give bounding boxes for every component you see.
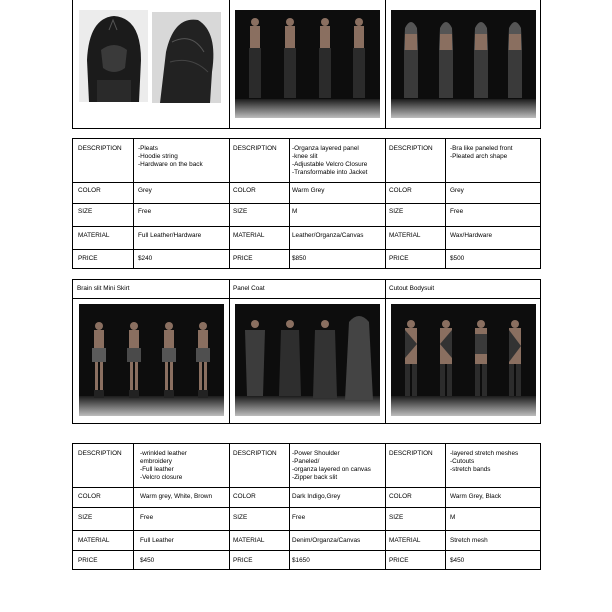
color-label: COLOR <box>389 493 412 500</box>
material-value: Leather/Organza/Canvas <box>292 232 364 239</box>
price-value: $500 <box>450 255 465 262</box>
size-label: SIZE <box>389 208 404 215</box>
size-label: SIZE <box>233 208 248 215</box>
size-value: M <box>292 208 298 215</box>
size-value: Free <box>138 208 152 215</box>
panel-coat-photo <box>235 304 380 416</box>
description-value: -Pleats -Hoodie string -Hardware on the back <box>138 145 203 168</box>
material-value: Denim/Organza/Canvas <box>292 537 361 544</box>
price-value: $450 <box>450 557 465 564</box>
price-value: $450 <box>140 557 155 564</box>
color-label: COLOR <box>78 187 101 194</box>
description-value: -wrinkled leather embroidery -Full leather -Velcro closure <box>140 450 187 481</box>
price-value: $850 <box>292 255 307 262</box>
color-value: Warm grey, White, Brown <box>140 493 213 500</box>
size-value: Free <box>292 514 306 521</box>
size-label: SIZE <box>78 208 93 215</box>
material-label: MATERIAL <box>389 537 421 544</box>
color-value: Grey <box>450 187 464 194</box>
organza-layered-panel-photo <box>235 10 380 118</box>
color-label: COLOR <box>233 493 256 500</box>
color-value: Grey <box>138 187 152 194</box>
price-label: PRICE <box>78 255 98 262</box>
material-label: MATERIAL <box>233 232 265 239</box>
hooded-leather-piece-photo <box>79 10 148 102</box>
description-value: -Bra like paneled front -Pleated arch shape <box>450 145 513 160</box>
price-label: PRICE <box>233 557 253 564</box>
size-value: M <box>450 514 456 521</box>
product-title-cutout-bodysuit: Cutout Bodysuit <box>389 285 435 292</box>
description-label: DESCRIPTION <box>78 145 122 152</box>
material-label: MATERIAL <box>78 232 110 239</box>
color-value: Warm Grey <box>292 187 325 194</box>
product-title-brain-slit-mini-skirt: Brain slit Mini Skirt <box>77 285 130 292</box>
color-label: COLOR <box>233 187 256 194</box>
size-label: SIZE <box>233 514 248 521</box>
description-label: DESCRIPTION <box>389 450 433 457</box>
description-label: DESCRIPTION <box>233 450 277 457</box>
color-label: COLOR <box>389 187 412 194</box>
price-value: $1650 <box>292 557 310 564</box>
price-label: PRICE <box>389 255 409 262</box>
size-label: SIZE <box>389 514 404 521</box>
description-value: -Power Shoulder -Paneled/ -organza layered on canvas -Zipper back slit <box>292 450 371 481</box>
material-value: Full Leather/Hardware <box>138 232 202 239</box>
size-label: SIZE <box>78 514 93 521</box>
material-value: Stretch mesh <box>450 537 488 544</box>
color-value: Dark Indigo,Grey <box>292 493 341 500</box>
description-value: -Organza layered panel -knee slit -Adjustable Velcro Closure -Transformable into Jacket <box>292 145 368 176</box>
color-value: Warm Grey, Black <box>450 493 502 500</box>
brain-slit-mini-skirt-photo <box>79 304 224 416</box>
material-label: MATERIAL <box>78 537 110 544</box>
material-label: MATERIAL <box>233 537 265 544</box>
description-label: DESCRIPTION <box>233 145 277 152</box>
price-value: $240 <box>138 255 153 262</box>
description-label: DESCRIPTION <box>78 450 122 457</box>
color-label: COLOR <box>78 493 101 500</box>
product-title-panel-coat: Panel Coat <box>233 285 265 292</box>
material-value: Wax/Hardware <box>450 232 493 239</box>
price-label: PRICE <box>78 557 98 564</box>
description-value: -layered stretch meshes -Cutouts -stretch bands <box>450 450 519 473</box>
hooded-leather-back-photo <box>152 12 221 103</box>
size-value: Free <box>140 514 154 521</box>
cutout-bodysuit-photo <box>391 304 536 416</box>
size-value: Free <box>450 208 464 215</box>
price-label: PRICE <box>389 557 409 564</box>
material-value: Full Leather <box>140 537 174 544</box>
bra-paneled-front-photo <box>391 10 536 118</box>
material-label: MATERIAL <box>389 232 421 239</box>
description-label: DESCRIPTION <box>389 145 433 152</box>
price-label: PRICE <box>233 255 253 262</box>
